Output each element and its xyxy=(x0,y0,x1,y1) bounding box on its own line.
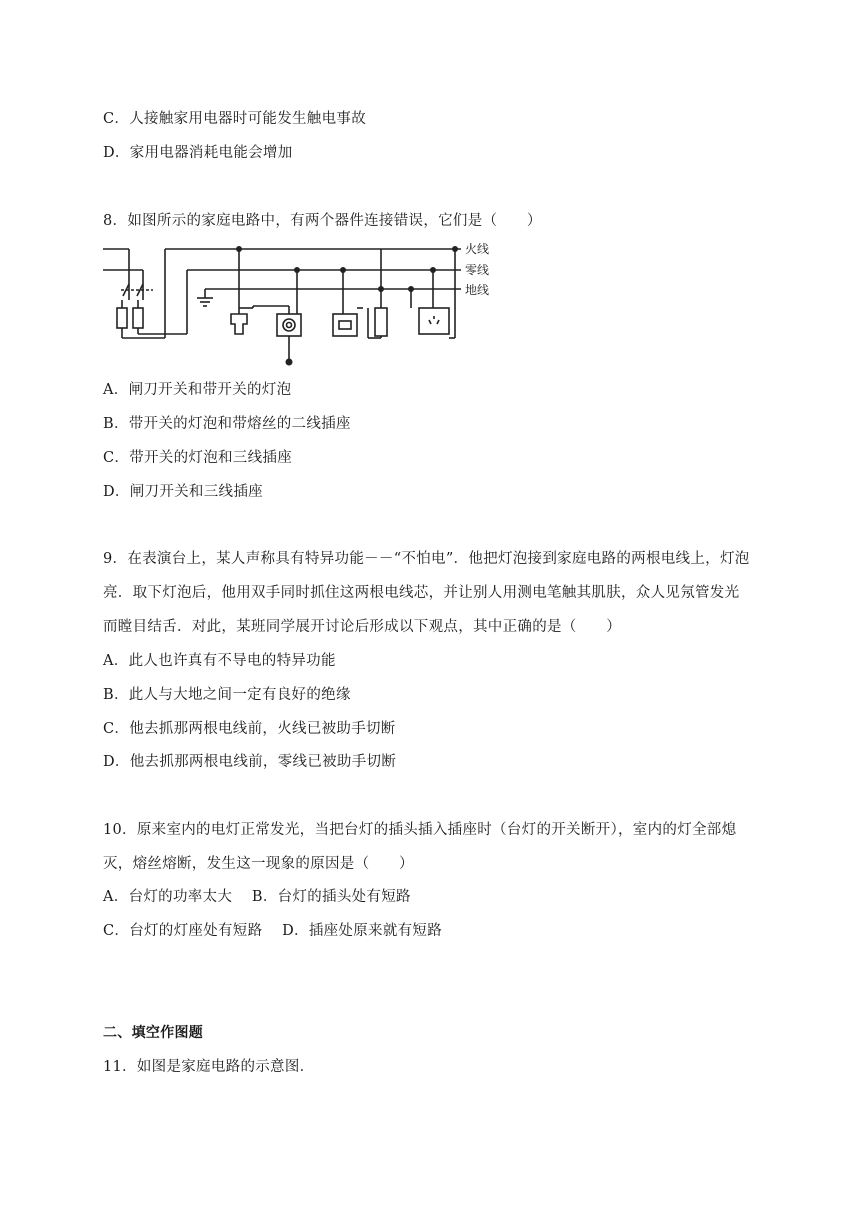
live-wire-label: 火线 xyxy=(465,242,490,256)
q10-stem-line-1: 10．原来室内的电灯正常发光，当把台灯的插头插入插座时（台灯的开关断开），室内的灯全部熄 xyxy=(103,822,737,838)
q9-option-b: B．此人与大地之间一定有良好的绝缘 xyxy=(103,687,351,703)
q8-option-b: B．带开关的灯泡和带熔丝的二线插座 xyxy=(103,416,351,432)
option-d-prev: D．家用电器消耗电能会增加 xyxy=(103,145,293,161)
question-8-stem: 8．如图所示的家庭电路中，有两个器件连接错误，它们是（ ） xyxy=(103,213,542,229)
q9-option-d: D．他去抓那两根电线前，零线已被助手切断 xyxy=(103,754,397,770)
q9-option-a: A．此人也许真有不导电的特异功能 xyxy=(103,653,336,669)
q9-stem-line-2: 亮．取下灯泡后，他用双手同时抓住这两根电线芯，并让别人用测电笔触其肌肤，众人见氖管发光 xyxy=(103,585,740,601)
ground-wire-label: 地线 xyxy=(465,283,490,297)
neutral-wire-label: 零线 xyxy=(465,263,490,277)
q9-stem-line-3: 而瞠目结舌．对此，某班同学展开讨论后形成以下观点，其中正确的是（ ） xyxy=(103,619,621,635)
q9-option-c: C．他去抓那两根电线前，火线已被助手切断 xyxy=(103,721,396,737)
section-2-title: 二、填空作图题 xyxy=(103,1025,204,1041)
q9-stem-line-1: 9．在表演台上，某人声称具有特异功能－－“不怕电”．他把灯泡接到家庭电路的两根电线上，灯泡 xyxy=(103,551,750,567)
q8-option-a: A．闸刀开关和带开关的灯泡 xyxy=(103,382,292,398)
q11-stem: 11．如图是家庭电路的示意图． xyxy=(103,1059,315,1075)
q8-option-c: C．带开关的灯泡和三线插座 xyxy=(103,450,292,466)
household-circuit-diagram xyxy=(103,238,495,368)
q10-options-row-1: A．台灯的功率太大 B．台灯的插头处有短路 xyxy=(103,889,411,905)
option-c-prev: C．人接触家用电器时可能发生触电事故 xyxy=(103,111,366,127)
q8-option-d: D．闸刀开关和三线插座 xyxy=(103,484,263,500)
q10-options-row-2: C．台灯的灯座处有短路 D．插座处原来就有短路 xyxy=(103,923,443,939)
q10-stem-line-2: 灭，熔丝熔断，发生这一现象的原因是（ ） xyxy=(103,856,414,872)
